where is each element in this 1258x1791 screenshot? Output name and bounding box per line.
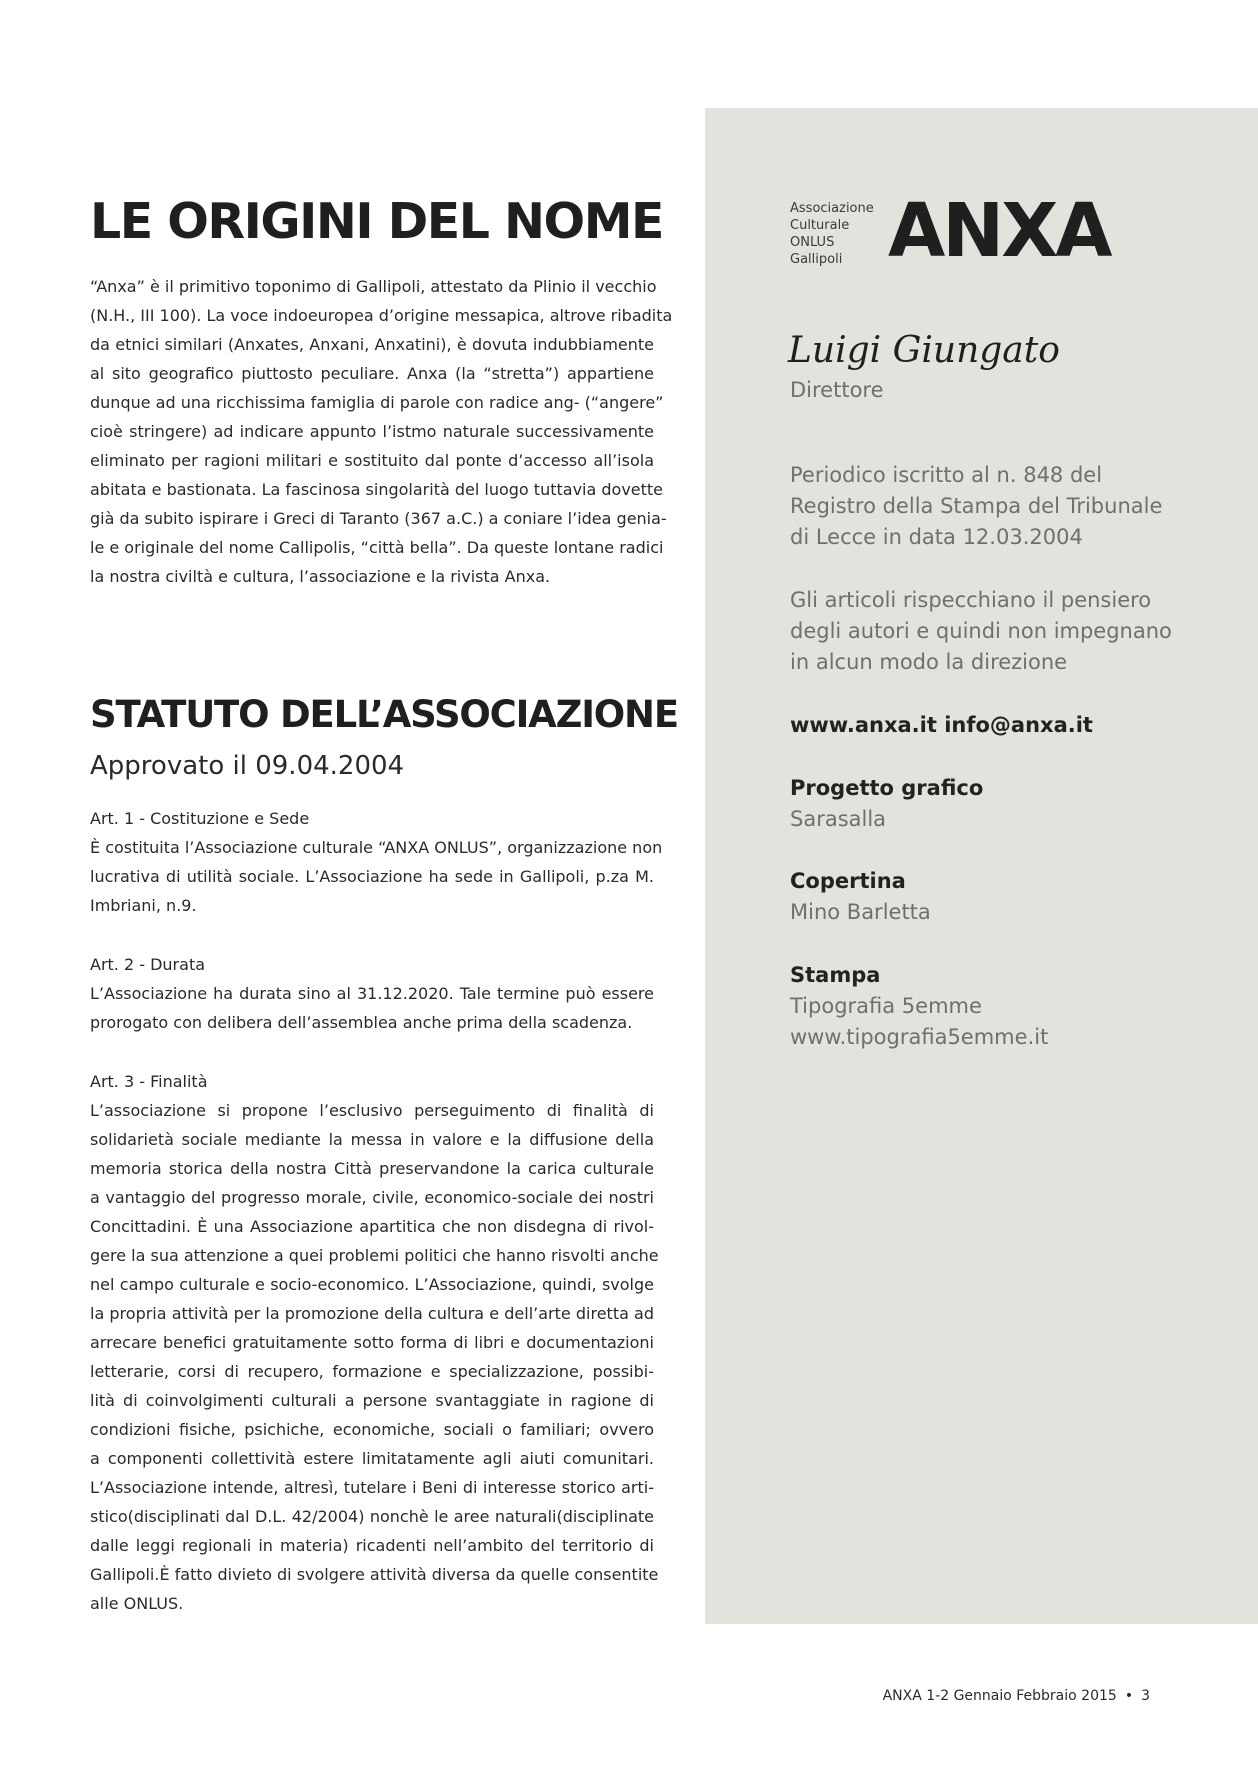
paragraph-line: condizioni fisiche, psichiche, economiche, sociali o familiari; ovvero <box>90 1420 654 1439</box>
statuto-subtitle: Approvato il 09.04.2004 <box>90 751 405 781</box>
website-email-link[interactable]: www.anxa.it info@anxa.it <box>790 713 1093 737</box>
paragraph-line: letterarie, corsi di recupero, formazione e specializzazione, possibi- <box>90 1362 654 1381</box>
page-footer <box>883 1686 1150 1706</box>
paragraph-line: al sito geografico piuttosto peculiare. Anxa (la “stretta”) appartiene <box>90 364 654 383</box>
origini-paragraph <box>90 272 673 591</box>
paragraph-line: L’associazione si propone l’esclusivo perseguimento di finalità di <box>90 1101 654 1120</box>
art3-paragraph <box>90 1096 659 1618</box>
disclaimer-line: in alcun modo la direzione <box>790 650 1068 674</box>
disclaimer-note <box>790 585 1220 678</box>
logo-subtitle-line: Associazione <box>790 201 874 216</box>
logo-subtitle-line: Culturale <box>790 218 850 233</box>
paragraph-line: nel campo culturale e socio-economico. L’Associazione, quindi, svolge <box>90 1275 654 1294</box>
paragraph-line: le e originale del nome Callipolis, “città bella”. Da queste lontane radici <box>90 538 664 557</box>
stampa-line: Tipografia 5emme <box>790 994 982 1018</box>
art1-paragraph <box>90 833 663 920</box>
stampa-label: Stampa <box>790 963 881 987</box>
paragraph-line: “Anxa” è il primitivo toponimo di Gallipoli, attestato da Plinio il vecchio <box>90 277 657 296</box>
art2-heading: Art. 2 - Durata <box>90 955 206 974</box>
paragraph-line: la nostra civiltà e cultura, l’associazione e la rivista Anxa. <box>90 567 551 586</box>
anxa-logo: ANXA <box>888 188 1110 274</box>
paragraph-line: dunque ad una ricchissima famiglia di parole con radice ang- (“angere” <box>90 393 664 412</box>
paragraph-line: L’Associazione intende, altresì, tutelare i Beni di interesse storico arti- <box>90 1478 654 1497</box>
registration-line: Periodico iscritto al n. 848 del <box>790 463 1103 487</box>
paragraph-line: L’Associazione ha durata sino al 31.12.2020. Tale termine può essere <box>90 984 654 1003</box>
paragraph-line: stico(disciplinati dal D.L. 42/2004) nonchè le aree naturali(disciplinate <box>90 1507 654 1526</box>
paragraph-line: È costituita l’Associazione culturale “ANXA ONLUS”, organizzazione non <box>90 838 663 857</box>
paragraph-line: la propria attività per la promozione della cultura e dell’arte diretta ad <box>90 1304 654 1323</box>
paragraph-line: arrecare benefici gratuitamente sotto forma di libri e documentazioni <box>90 1333 654 1352</box>
footer-separator: • <box>1124 1688 1134 1704</box>
copertina-label: Copertina <box>790 869 906 893</box>
registration-line: di Lecce in data 12.03.2004 <box>790 525 1083 549</box>
paragraph-line: memoria storica della nostra Città preservandone la carica culturale <box>90 1159 654 1178</box>
paragraph-line: Concittadini. È una Associazione apartitica che non disdegna di rivol- <box>90 1217 654 1236</box>
logo-subtitle <box>790 200 890 268</box>
logo-subtitle-line: Gallipoli <box>790 252 843 267</box>
grafico-label: Progetto grafico <box>790 776 984 800</box>
registration-line: Registro della Stampa del Tribunale <box>790 494 1163 518</box>
registration-note <box>790 460 1220 553</box>
disclaimer-line: Gli articoli rispecchiano il pensiero <box>790 588 1152 612</box>
stampa-url: www.tipografia5emme.it <box>790 1025 1049 1049</box>
paragraph-line: cioè stringere) ad indicare appunto l’istmo naturale successivamente <box>90 422 654 441</box>
issue-info: ANXA 1-2 Gennaio Febbraio 2015 <box>882 1688 1117 1704</box>
origini-title: LE ORIGINI DEL NOME <box>90 193 663 250</box>
paragraph-line: eliminato per ragioni militari e sostituito dal ponte d’accesso all’isola <box>90 451 654 470</box>
paragraph-line: alle ONLUS. <box>90 1594 184 1613</box>
paragraph-line: da etnici similari (Anxates, Anxani, Anxatini), è dovuta indubbiamente <box>90 335 654 354</box>
paragraph-line: solidarietà sociale mediante la messa in valore e la diffusione della <box>90 1130 654 1149</box>
art2-paragraph <box>90 979 654 1037</box>
paragraph-line: lità di coinvolgimenti culturali a persone svantaggiate in ragione di <box>90 1391 654 1410</box>
stampa-value <box>790 991 1220 1053</box>
paragraph-line: prorogato con delibera dell’assemblea anche prima della scadenza. <box>90 1013 633 1032</box>
paragraph-line: dalle leggi regionali in materia) ricadenti nell’ambito del territorio di <box>90 1536 654 1555</box>
paragraph-line: (N.H., III 100). La voce indoeuropea d’origine messapica, altrove ribadita <box>90 306 673 325</box>
page-number: 3 <box>1141 1688 1150 1704</box>
paragraph-line: lucrativa di utilità sociale. L’Associazione ha sede in Gallipoli, p.za M. <box>90 867 654 886</box>
art3-heading: Art. 3 - Finalità <box>90 1072 208 1091</box>
paragraph-line: Gallipoli.È fatto divieto di svolgere attività diversa da quelle consentite <box>90 1565 659 1584</box>
art1-heading: Art. 1 - Costituzione e Sede <box>90 809 310 828</box>
director-role: Direttore <box>790 378 884 402</box>
director-signature: Luigi Giungato <box>788 330 1060 371</box>
grafico-value: Sarasalla <box>790 807 887 831</box>
paragraph-line: a vantaggio del progresso morale, civile, economico-sociale dei nostri <box>90 1188 654 1207</box>
statuto-title: STATUTO DELL’ASSOCIAZIONE <box>90 693 678 736</box>
copertina-value: Mino Barletta <box>790 900 931 924</box>
disclaimer-line: degli autori e quindi non impegnano <box>790 619 1172 643</box>
paragraph-line: Imbriani, n.9. <box>90 896 197 915</box>
paragraph-line: già da subito ispirare i Greci di Taranto (367 a.C.) a coniare l’idea genia- <box>90 509 667 528</box>
paragraph-line: a componenti collettività estere limitatamente agli aiuti comunitari. <box>90 1449 654 1468</box>
paragraph-line: gere la sua attenzione a quei problemi politici che hanno risvolti anche <box>90 1246 659 1265</box>
logo-subtitle-line: ONLUS <box>790 235 835 250</box>
paragraph-line: abitata e bastionata. La fascinosa singolarità del luogo tuttavia dovette <box>90 480 664 499</box>
